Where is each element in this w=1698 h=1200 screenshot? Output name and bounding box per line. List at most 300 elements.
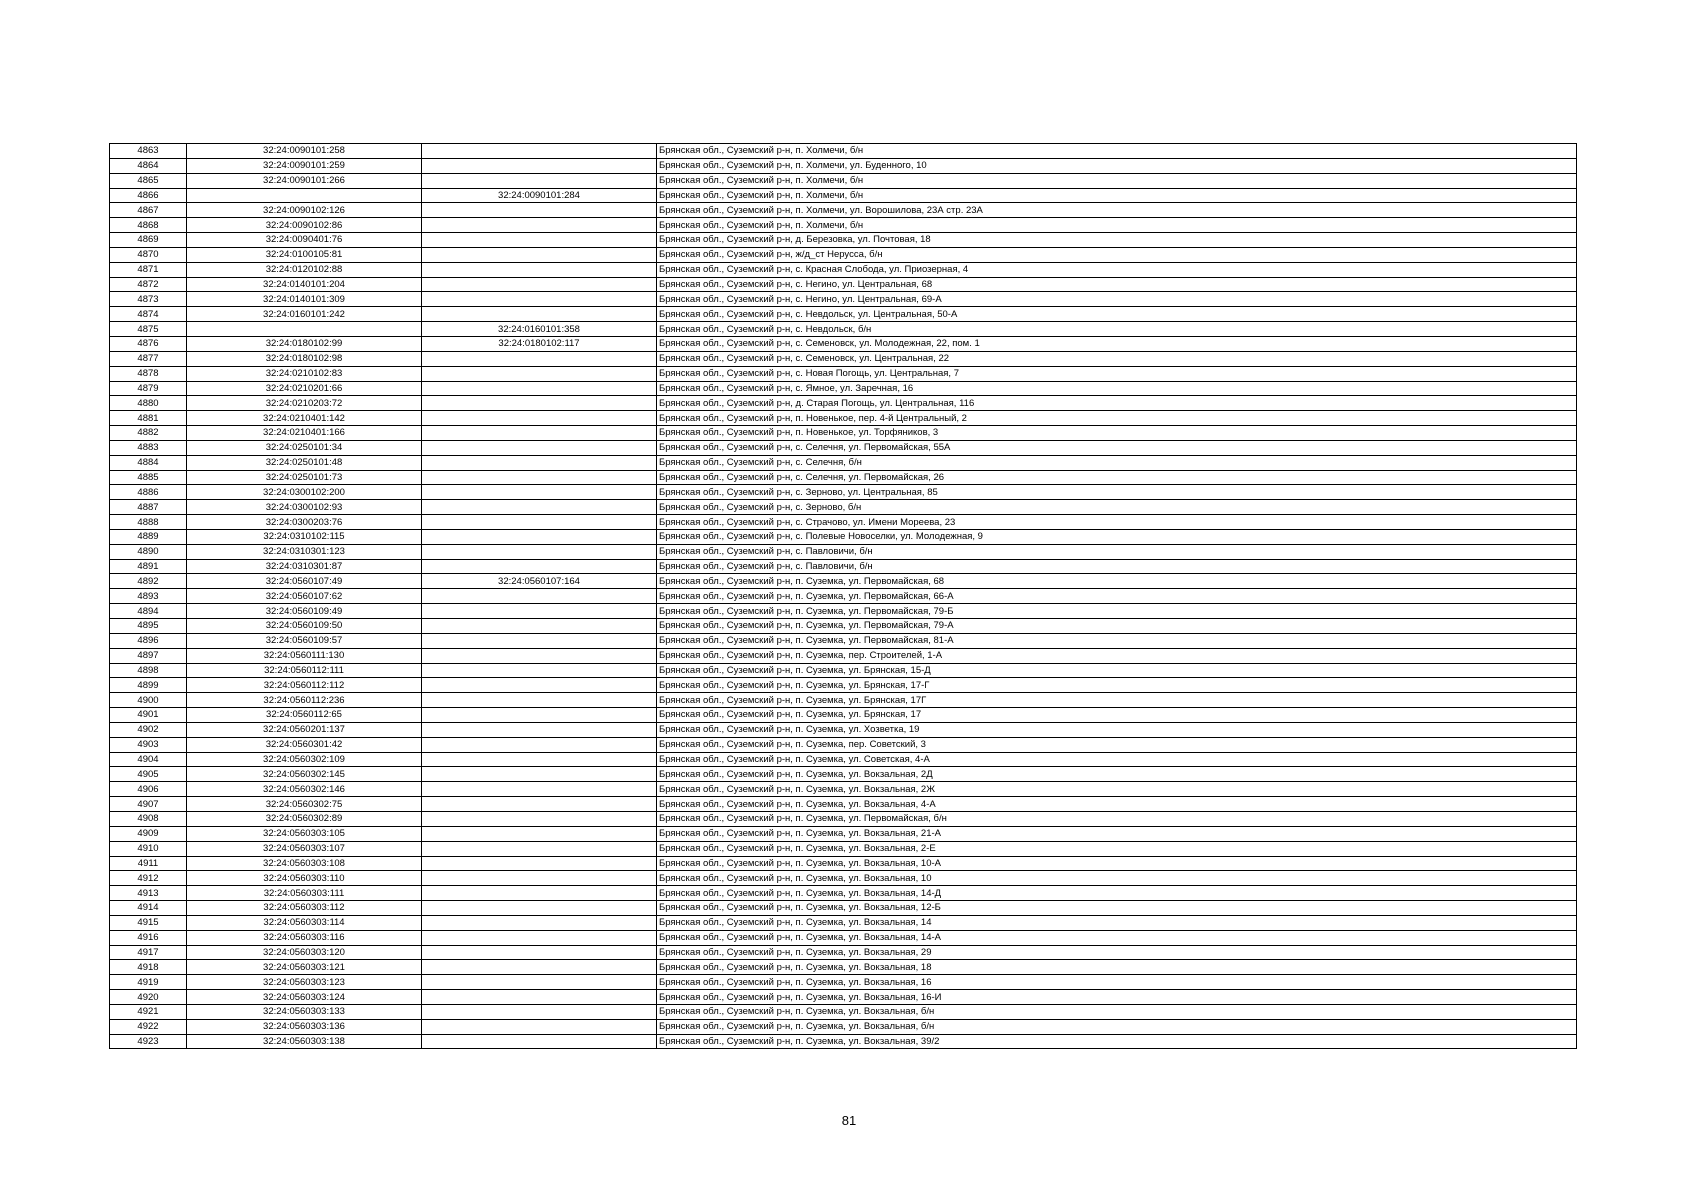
- cadastral-number-2-cell: [422, 1034, 657, 1049]
- table-row: [110, 871, 1577, 886]
- cadastral-number-2-cell: [422, 411, 657, 426]
- table-row: [110, 990, 1577, 1005]
- row-number-cell: 4922: [110, 1019, 187, 1034]
- address-cell: Брянская обл., Суземский р-н, с. Невдольск, б/н: [657, 322, 1577, 337]
- cadastral-number-2-cell: [422, 826, 657, 841]
- table-row: [110, 426, 1577, 441]
- cadastral-number-cell: 32:24:0180102:99: [187, 336, 422, 351]
- address-cell: Брянская обл., Суземский р-н, п. Суземка, ул. Первомайская, 81-А: [657, 633, 1577, 648]
- table-row: [110, 188, 1577, 203]
- address-cell: Брянская обл., Суземский р-н, с. Зерново, ул. Центральная, 85: [657, 485, 1577, 500]
- table-row: [110, 411, 1577, 426]
- cadastral-number-cell: 32:24:0560302:89: [187, 811, 422, 826]
- table-row: [110, 811, 1577, 826]
- table-row: [110, 1034, 1577, 1049]
- address-cell: Брянская обл., Суземский р-н, п. Холмечи, б/н: [657, 173, 1577, 188]
- cadastral-number-2-cell: [422, 470, 657, 485]
- row-number-cell: 4909: [110, 826, 187, 841]
- cadastral-number-2-cell: [422, 722, 657, 737]
- row-number-cell: 4916: [110, 930, 187, 945]
- cadastral-number-2-cell: [422, 440, 657, 455]
- cadastral-number-cell: 32:24:0090101:266: [187, 173, 422, 188]
- row-number-cell: 4911: [110, 856, 187, 871]
- cadastral-number-cell: 32:24:0560112:112: [187, 678, 422, 693]
- row-number-cell: 4875: [110, 322, 187, 337]
- cadastral-number-cell: 32:24:0250101:73: [187, 470, 422, 485]
- cadastral-number-cell: 32:24:0560303:107: [187, 841, 422, 856]
- table-row: [110, 574, 1577, 589]
- table-row: [110, 336, 1577, 351]
- cadastral-number-cell: 32:24:0140101:309: [187, 292, 422, 307]
- cadastral-number-cell: 32:24:0250101:48: [187, 455, 422, 470]
- row-number-cell: 4892: [110, 574, 187, 589]
- cadastral-number-cell: 32:24:0560301:42: [187, 737, 422, 752]
- row-number-cell: 4900: [110, 693, 187, 708]
- cadastral-number-2-cell: [422, 559, 657, 574]
- cadastral-number-cell: 32:24:0560107:62: [187, 589, 422, 604]
- cadastral-number-cell: [187, 322, 422, 337]
- address-cell: Брянская обл., Суземский р-н, п. Суземка, ул. Брянская, 17: [657, 708, 1577, 723]
- table-row: [110, 960, 1577, 975]
- address-cell: Брянская обл., Суземский р-н, п. Суземка, ул. Советская, 4-А: [657, 752, 1577, 767]
- table-row: [110, 797, 1577, 812]
- cadastral-number-2-cell: [422, 366, 657, 381]
- cadastral-number-cell: 32:24:0560303:120: [187, 945, 422, 960]
- cadastral-number-cell: 32:24:0090401:76: [187, 233, 422, 248]
- address-cell: Брянская обл., Суземский р-н, п. Суземка, ул. Вокзальная, б/н: [657, 1004, 1577, 1019]
- table-row: [110, 1004, 1577, 1019]
- table-row: [110, 544, 1577, 559]
- row-number-cell: 4899: [110, 678, 187, 693]
- table-row: [110, 203, 1577, 218]
- table-row: [110, 619, 1577, 634]
- table-row: [110, 693, 1577, 708]
- cadastral-number-cell: 32:24:0560303:121: [187, 960, 422, 975]
- cadastral-number-cell: 32:24:0560201:137: [187, 722, 422, 737]
- row-number-cell: 4920: [110, 990, 187, 1005]
- cadastral-number-2-cell: [422, 203, 657, 218]
- address-cell: Брянская обл., Суземский р-н, п. Суземка, ул. Вокзальная, 2-Е: [657, 841, 1577, 856]
- cadastral-number-cell: 32:24:0210203:72: [187, 396, 422, 411]
- table-row: [110, 945, 1577, 960]
- table-row: [110, 722, 1577, 737]
- row-number-cell: 4866: [110, 188, 187, 203]
- row-number-cell: 4873: [110, 292, 187, 307]
- row-number-cell: 4904: [110, 752, 187, 767]
- table-row: [110, 886, 1577, 901]
- address-cell: Брянская обл., Суземский р-н, п. Суземка, ул. Первомайская, 79-Б: [657, 604, 1577, 619]
- address-cell: Брянская обл., Суземский р-н, ж/д_ст Нерусса, б/н: [657, 247, 1577, 262]
- cadastral-number-2-cell: [422, 633, 657, 648]
- cadastral-number-cell: 32:24:0090101:259: [187, 158, 422, 173]
- table-row: [110, 604, 1577, 619]
- table-row: [110, 737, 1577, 752]
- row-number-cell: 4915: [110, 915, 187, 930]
- cadastral-number-cell: 32:24:0560303:110: [187, 871, 422, 886]
- row-number-cell: 4879: [110, 381, 187, 396]
- row-number-cell: 4870: [110, 247, 187, 262]
- row-number-cell: 4871: [110, 262, 187, 277]
- cadastral-number-cell: 32:24:0300102:200: [187, 485, 422, 500]
- row-number-cell: 4883: [110, 440, 187, 455]
- cadastral-number-cell: 32:24:0300102:93: [187, 500, 422, 515]
- row-number-cell: 4908: [110, 811, 187, 826]
- cadastral-number-2-cell: [422, 218, 657, 233]
- cadastral-number-cell: 32:24:0090102:86: [187, 218, 422, 233]
- cadastral-number-2-cell: [422, 277, 657, 292]
- cadastral-number-cell: 32:24:0210401:166: [187, 426, 422, 441]
- row-number-cell: 4912: [110, 871, 187, 886]
- row-number-cell: 4874: [110, 307, 187, 322]
- cadastral-number-2-cell: [422, 455, 657, 470]
- table-row: [110, 856, 1577, 871]
- row-number-cell: 4864: [110, 158, 187, 173]
- cadastral-number-2-cell: [422, 708, 657, 723]
- cadastral-number-2-cell: [422, 307, 657, 322]
- address-cell: Брянская обл., Суземский р-н, с. Семеновск, ул. Молодежная, 22, пом. 1: [657, 336, 1577, 351]
- table-row: [110, 589, 1577, 604]
- cadastral-number-2-cell: [422, 158, 657, 173]
- cadastral-number-2-cell: [422, 500, 657, 515]
- cadastral-number-cell: 32:24:0250101:34: [187, 440, 422, 455]
- table-row: [110, 826, 1577, 841]
- table-row: [110, 396, 1577, 411]
- cadastral-number-cell: 32:24:0310301:87: [187, 559, 422, 574]
- row-number-cell: 4882: [110, 426, 187, 441]
- table-row: [110, 648, 1577, 663]
- cadastral-number-2-cell: [422, 544, 657, 559]
- cadastral-number-2-cell: [422, 767, 657, 782]
- table-row: [110, 173, 1577, 188]
- address-cell: Брянская обл., Суземский р-н, п. Суземка, ул. Вокзальная, 4-А: [657, 797, 1577, 812]
- cadastral-number-cell: 32:24:0310102:115: [187, 529, 422, 544]
- address-cell: Брянская обл., Суземский р-н, п. Суземка, ул. Вокзальная, 18: [657, 960, 1577, 975]
- address-cell: Брянская обл., Суземский р-н, п. Суземка, ул. Вокзальная, 16: [657, 975, 1577, 990]
- address-cell: Брянская обл., Суземский р-н, п. Суземка, ул. Брянская, 15-Д: [657, 663, 1577, 678]
- row-number-cell: 4898: [110, 663, 187, 678]
- page-number: 81: [841, 1113, 857, 1128]
- cadastral-number-2-cell: [422, 529, 657, 544]
- cadastral-number-2-cell: 32:24:0160101:358: [422, 322, 657, 337]
- address-cell: Брянская обл., Суземский р-н, п. Суземка, ул. Вокзальная, 10: [657, 871, 1577, 886]
- table-row: [110, 247, 1577, 262]
- cadastral-number-cell: 32:24:0180102:98: [187, 351, 422, 366]
- cadastral-number-2-cell: [422, 811, 657, 826]
- cadastral-number-cell: 32:24:0210401:142: [187, 411, 422, 426]
- address-cell: Брянская обл., Суземский р-н, п. Суземка, ул. Вокзальная, 29: [657, 945, 1577, 960]
- table-row: [110, 515, 1577, 530]
- cadastral-number-cell: 32:24:0310301:123: [187, 544, 422, 559]
- row-number-cell: 4890: [110, 544, 187, 559]
- address-cell: Брянская обл., Суземский р-н, п. Суземка, ул. Вокзальная, 2Ж: [657, 782, 1577, 797]
- row-number-cell: 4923: [110, 1034, 187, 1049]
- table-row: [110, 915, 1577, 930]
- row-number-cell: 4869: [110, 233, 187, 248]
- cadastral-number-cell: 32:24:0210102:83: [187, 366, 422, 381]
- cadastral-number-2-cell: 32:24:0560107:164: [422, 574, 657, 589]
- cadastral-number-cell: 32:24:0560112:65: [187, 708, 422, 723]
- row-number-cell: 4907: [110, 797, 187, 812]
- cadastral-number-2-cell: [422, 737, 657, 752]
- cadastral-number-2-cell: [422, 515, 657, 530]
- row-number-cell: 4902: [110, 722, 187, 737]
- row-number-cell: 4903: [110, 737, 187, 752]
- address-cell: Брянская обл., Суземский р-н, п. Суземка, ул. Первомайская, 79-А: [657, 619, 1577, 634]
- table-row: [110, 782, 1577, 797]
- address-cell: Брянская обл., Суземский р-н, п. Суземка, ул. Вокзальная, б/н: [657, 1019, 1577, 1034]
- row-number-cell: 4880: [110, 396, 187, 411]
- cadastral-number-2-cell: 32:24:0090101:284: [422, 188, 657, 203]
- table-row: [110, 752, 1577, 767]
- cadastral-number-2-cell: [422, 292, 657, 307]
- cadastral-number-cell: 32:24:0560303:112: [187, 901, 422, 916]
- table-row: [110, 262, 1577, 277]
- row-number-cell: 4913: [110, 886, 187, 901]
- cadastral-number-cell: [187, 188, 422, 203]
- row-number-cell: 4894: [110, 604, 187, 619]
- address-cell: Брянская обл., Суземский р-н, с. Красная Слобода, ул. Приозерная, 4: [657, 262, 1577, 277]
- address-cell: Брянская обл., Суземский р-н, п. Суземка, ул. Вокзальная, 12-Б: [657, 901, 1577, 916]
- address-cell: Брянская обл., Суземский р-н, п. Холмечи, ул. Ворошилова, 23А стр. 23А: [657, 203, 1577, 218]
- cadastral-number-2-cell: [422, 485, 657, 500]
- cadastral-number-cell: 32:24:0560109:50: [187, 619, 422, 634]
- table-row: [110, 1019, 1577, 1034]
- address-cell: Брянская обл., Суземский р-н, п. Холмечи, б/н: [657, 144, 1577, 159]
- row-number-cell: 4897: [110, 648, 187, 663]
- cadastral-number-2-cell: [422, 901, 657, 916]
- cadastral-number-2-cell: [422, 886, 657, 901]
- address-cell: Брянская обл., Суземский р-н, п. Холмечи, б/н: [657, 218, 1577, 233]
- cadastral-number-cell: 32:24:0560109:57: [187, 633, 422, 648]
- table-row: [110, 901, 1577, 916]
- row-number-cell: 4895: [110, 619, 187, 634]
- registry-table: [109, 143, 1577, 1049]
- address-cell: Брянская обл., Суземский р-н, с. Селечня, ул. Первомайская, 26: [657, 470, 1577, 485]
- table-row: [110, 144, 1577, 159]
- cadastral-number-2-cell: [422, 233, 657, 248]
- address-cell: Брянская обл., Суземский р-н, п. Новенькое, ул. Торфяников, 3: [657, 426, 1577, 441]
- cadastral-number-cell: 32:24:0560303:138: [187, 1034, 422, 1049]
- table-row: [110, 322, 1577, 337]
- row-number-cell: 4888: [110, 515, 187, 530]
- cadastral-number-cell: 32:24:0560112:236: [187, 693, 422, 708]
- cadastral-number-2-cell: [422, 619, 657, 634]
- cadastral-number-cell: 32:24:0560303:123: [187, 975, 422, 990]
- table-row: [110, 158, 1577, 173]
- cadastral-number-cell: 32:24:0090102:126: [187, 203, 422, 218]
- cadastral-number-2-cell: [422, 1019, 657, 1034]
- row-number-cell: 4884: [110, 455, 187, 470]
- cadastral-number-cell: 32:24:0560303:108: [187, 856, 422, 871]
- address-cell: Брянская обл., Суземский р-н, с. Селечня, ул. Первомайская, 55А: [657, 440, 1577, 455]
- address-cell: Брянская обл., Суземский р-н, п. Суземка, ул. Вокзальная, 16-И: [657, 990, 1577, 1005]
- cadastral-number-cell: 32:24:0100105:81: [187, 247, 422, 262]
- table-row: [110, 366, 1577, 381]
- address-cell: Брянская обл., Суземский р-н, п. Суземка, ул. Первомайская, 66-А: [657, 589, 1577, 604]
- cadastral-number-2-cell: [422, 960, 657, 975]
- row-number-cell: 4917: [110, 945, 187, 960]
- row-number-cell: 4868: [110, 218, 187, 233]
- cadastral-number-cell: 32:24:0560303:116: [187, 930, 422, 945]
- row-number-cell: 4877: [110, 351, 187, 366]
- table-row: [110, 663, 1577, 678]
- table-row: [110, 292, 1577, 307]
- table-row: [110, 351, 1577, 366]
- address-cell: Брянская обл., Суземский р-н, п. Суземка, пер. Строителей, 1-А: [657, 648, 1577, 663]
- cadastral-number-cell: 32:24:0210201:66: [187, 381, 422, 396]
- cadastral-number-cell: 32:24:0160101:242: [187, 307, 422, 322]
- cadastral-number-2-cell: [422, 975, 657, 990]
- cadastral-number-cell: 32:24:0560302:145: [187, 767, 422, 782]
- address-cell: Брянская обл., Суземский р-н, п. Суземка, ул. Хозветка, 19: [657, 722, 1577, 737]
- cadastral-number-cell: 32:24:0560112:111: [187, 663, 422, 678]
- row-number-cell: 4896: [110, 633, 187, 648]
- cadastral-number-cell: 32:24:0560303:105: [187, 826, 422, 841]
- cadastral-number-2-cell: [422, 930, 657, 945]
- row-number-cell: 4865: [110, 173, 187, 188]
- row-number-cell: 4893: [110, 589, 187, 604]
- row-number-cell: 4878: [110, 366, 187, 381]
- address-cell: Брянская обл., Суземский р-н, п. Суземка, ул. Первомайская, б/н: [657, 811, 1577, 826]
- table-row: [110, 559, 1577, 574]
- address-cell: Брянская обл., Суземский р-н, с. Негино, ул. Центральная, 68: [657, 277, 1577, 292]
- cadastral-number-2-cell: [422, 426, 657, 441]
- table-row: [110, 500, 1577, 515]
- address-cell: Брянская обл., Суземский р-н, с. Селечня, б/н: [657, 455, 1577, 470]
- table-row: [110, 678, 1577, 693]
- table-row: [110, 975, 1577, 990]
- cadastral-number-2-cell: [422, 915, 657, 930]
- row-number-cell: 4910: [110, 841, 187, 856]
- address-cell: Брянская обл., Суземский р-н, д. Березовка, ул. Почтовая, 18: [657, 233, 1577, 248]
- row-number-cell: 4886: [110, 485, 187, 500]
- row-number-cell: 4919: [110, 975, 187, 990]
- cadastral-number-cell: 32:24:0090101:258: [187, 144, 422, 159]
- cadastral-number-2-cell: [422, 262, 657, 277]
- table-row: [110, 307, 1577, 322]
- address-cell: Брянская обл., Суземский р-н, п. Холмечи, ул. Буденного, 10: [657, 158, 1577, 173]
- row-number-cell: 4914: [110, 901, 187, 916]
- address-cell: Брянская обл., Суземский р-н, с. Павловичи, б/н: [657, 544, 1577, 559]
- row-number-cell: 4872: [110, 277, 187, 292]
- row-number-cell: 4876: [110, 336, 187, 351]
- table-row: [110, 485, 1577, 500]
- cadastral-number-2-cell: [422, 856, 657, 871]
- address-cell: Брянская обл., Суземский р-н, с. Семеновск, ул. Центральная, 22: [657, 351, 1577, 366]
- cadastral-number-2-cell: [422, 381, 657, 396]
- row-number-cell: 4881: [110, 411, 187, 426]
- cadastral-number-2-cell: [422, 589, 657, 604]
- cadastral-number-2-cell: [422, 678, 657, 693]
- row-number-cell: 4885: [110, 470, 187, 485]
- cadastral-number-2-cell: [422, 351, 657, 366]
- row-number-cell: 4901: [110, 708, 187, 723]
- address-cell: Брянская обл., Суземский р-н, п. Суземка, ул. Брянская, 17Г: [657, 693, 1577, 708]
- row-number-cell: 4905: [110, 767, 187, 782]
- address-cell: Брянская обл., Суземский р-н, с. Ямное, ул. Заречная, 16: [657, 381, 1577, 396]
- table-row: [110, 633, 1577, 648]
- cadastral-number-cell: 32:24:0300203:76: [187, 515, 422, 530]
- row-number-cell: 4887: [110, 500, 187, 515]
- address-cell: Брянская обл., Суземский р-н, п. Суземка, ул. Первомайская, 68: [657, 574, 1577, 589]
- cadastral-number-2-cell: [422, 1004, 657, 1019]
- address-cell: Брянская обл., Суземский р-н, п. Суземка, ул. Вокзальная, 39/2: [657, 1034, 1577, 1049]
- table-row: [110, 930, 1577, 945]
- cadastral-number-2-cell: [422, 144, 657, 159]
- cadastral-number-2-cell: [422, 752, 657, 767]
- address-cell: Брянская обл., Суземский р-н, п. Суземка, ул. Вокзальная, 14-А: [657, 930, 1577, 945]
- cadastral-number-cell: 32:24:0560107:49: [187, 574, 422, 589]
- table-row: [110, 470, 1577, 485]
- row-number-cell: 4921: [110, 1004, 187, 1019]
- address-cell: Брянская обл., Суземский р-н, п. Суземка, пер. Советский, 3: [657, 737, 1577, 752]
- cadastral-number-2-cell: [422, 396, 657, 411]
- address-cell: Брянская обл., Суземский р-н, д. Старая Погощь, ул. Центральная, 116: [657, 396, 1577, 411]
- cadastral-number-cell: 32:24:0140101:204: [187, 277, 422, 292]
- address-cell: Брянская обл., Суземский р-н, п. Суземка, ул. Вокзальная, 14-Д: [657, 886, 1577, 901]
- address-cell: Брянская обл., Суземский р-н, п. Новенькое, пер. 4-й Центральный, 2: [657, 411, 1577, 426]
- address-cell: Брянская обл., Суземский р-н, с. Зерново, б/н: [657, 500, 1577, 515]
- table-row: [110, 841, 1577, 856]
- cadastral-number-cell: 32:24:0560303:133: [187, 1004, 422, 1019]
- cadastral-number-2-cell: [422, 648, 657, 663]
- address-cell: Брянская обл., Суземский р-н, с. Новая Погощь, ул. Центральная, 7: [657, 366, 1577, 381]
- cadastral-number-cell: 32:24:0560302:146: [187, 782, 422, 797]
- address-cell: Брянская обл., Суземский р-н, с. Страчово, ул. Имени Мореева, 23: [657, 515, 1577, 530]
- cadastral-number-2-cell: [422, 173, 657, 188]
- table-row: [110, 277, 1577, 292]
- address-cell: Брянская обл., Суземский р-н, с. Негино, ул. Центральная, 69-А: [657, 292, 1577, 307]
- cadastral-number-cell: 32:24:0560303:111: [187, 886, 422, 901]
- cadastral-number-cell: 32:24:0560303:136: [187, 1019, 422, 1034]
- cadastral-number-2-cell: [422, 945, 657, 960]
- address-cell: Брянская обл., Суземский р-н, п. Суземка, ул. Брянская, 17-Г: [657, 678, 1577, 693]
- row-number-cell: 4863: [110, 144, 187, 159]
- cadastral-number-2-cell: [422, 990, 657, 1005]
- address-cell: Брянская обл., Суземский р-н, п. Холмечи, б/н: [657, 188, 1577, 203]
- registry-table-container: [109, 143, 1577, 1049]
- table-row: [110, 767, 1577, 782]
- cadastral-number-2-cell: [422, 663, 657, 678]
- address-cell: Брянская обл., Суземский р-н, п. Суземка, ул. Вокзальная, 21-А: [657, 826, 1577, 841]
- table-row: [110, 218, 1577, 233]
- table-row: [110, 440, 1577, 455]
- address-cell: Брянская обл., Суземский р-н, с. Павловичи, б/н: [657, 559, 1577, 574]
- table-row: [110, 381, 1577, 396]
- registry-table-body: [110, 144, 1577, 1049]
- table-row: [110, 233, 1577, 248]
- cadastral-number-2-cell: [422, 871, 657, 886]
- address-cell: Брянская обл., Суземский р-н, с. Невдольск, ул. Центральная, 50-А: [657, 307, 1577, 322]
- row-number-cell: 4918: [110, 960, 187, 975]
- cadastral-number-cell: 32:24:0120102:88: [187, 262, 422, 277]
- address-cell: Брянская обл., Суземский р-н, п. Суземка, ул. Вокзальная, 10-А: [657, 856, 1577, 871]
- table-row: [110, 455, 1577, 470]
- cadastral-number-cell: 32:24:0560302:109: [187, 752, 422, 767]
- cadastral-number-2-cell: [422, 247, 657, 262]
- cadastral-number-cell: 32:24:0560111:130: [187, 648, 422, 663]
- cadastral-number-cell: 32:24:0560302:75: [187, 797, 422, 812]
- table-row: [110, 708, 1577, 723]
- cadastral-number-2-cell: 32:24:0180102:117: [422, 336, 657, 351]
- cadastral-number-2-cell: [422, 841, 657, 856]
- row-number-cell: 4889: [110, 529, 187, 544]
- address-cell: Брянская обл., Суземский р-н, п. Суземка, ул. Вокзальная, 14: [657, 915, 1577, 930]
- cadastral-number-2-cell: [422, 782, 657, 797]
- cadastral-number-cell: 32:24:0560109:49: [187, 604, 422, 619]
- row-number-cell: 4906: [110, 782, 187, 797]
- cadastral-number-2-cell: [422, 693, 657, 708]
